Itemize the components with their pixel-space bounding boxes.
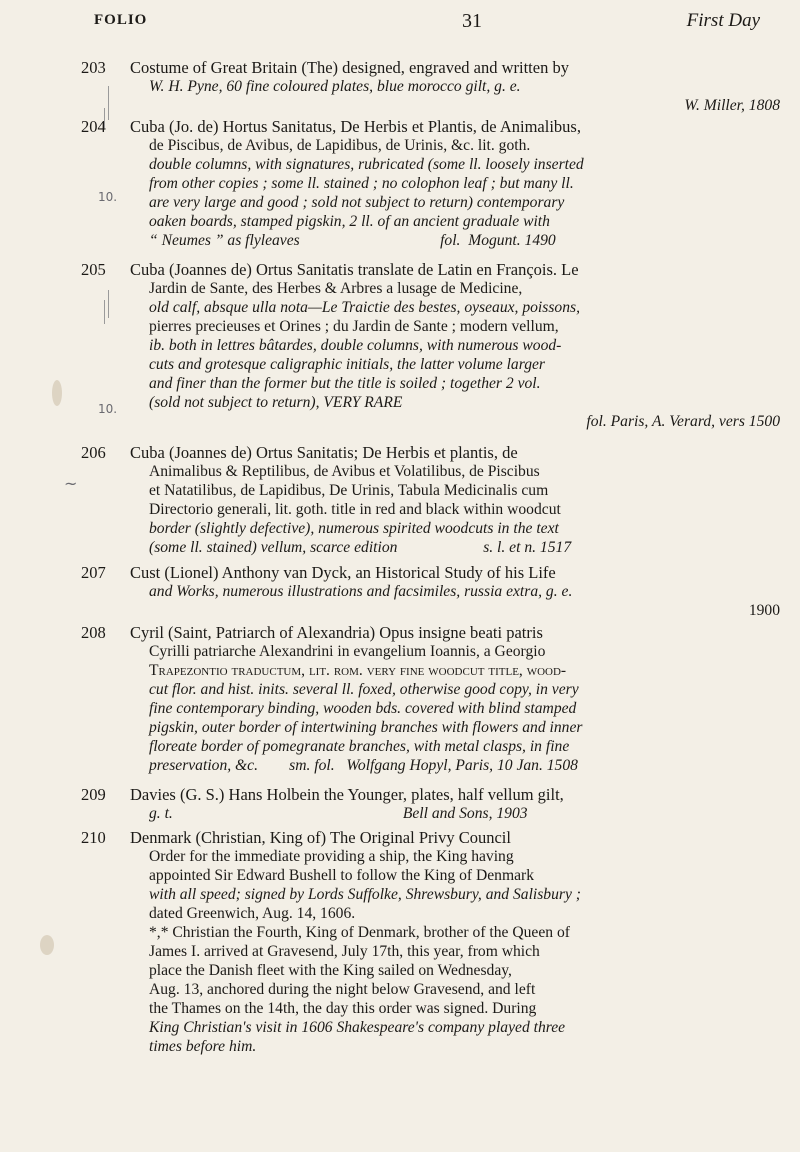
lot-line: border (slightly defective), numerous spirited woodcuts in the text bbox=[149, 520, 559, 537]
lot-203 bbox=[81, 58, 780, 115]
lot-207 bbox=[81, 563, 780, 620]
lot-line: and finer than the former but the title is soiled ; together 2 vol. bbox=[149, 375, 541, 392]
lot-note: Aug. 13, anchored during the night below Gravesend, and left bbox=[149, 981, 536, 998]
lot-line: cuts and grotesque caligraphic initials, the latter volume larger bbox=[149, 356, 546, 373]
lot-line: Cust (Lionel) Anthony van Dyck, an Historical Study of his Life bbox=[130, 563, 556, 582]
lot-note: James I. arrived at Gravesend, July 17th, this year, from which bbox=[149, 943, 540, 960]
lot-line: Costume of Great Britain (The) designed, engraved and written by bbox=[130, 58, 569, 77]
margin-price-mark: 10. bbox=[98, 402, 118, 416]
lot-number: 204 bbox=[81, 117, 106, 136]
lot-line: Cyril (Saint, Patriarch of Alexandria) Opus insigne beati patris bbox=[130, 623, 543, 642]
lot-209 bbox=[81, 785, 780, 823]
lot-line: Cyrilli patriarche Alexandrini in evangelium Ioannis, a Georgio bbox=[149, 643, 546, 660]
lot-line: Cuba (Joannes de) Ortus Sanitatis translate de Latin en François. Le bbox=[130, 260, 579, 279]
lot-imprint: 1900 bbox=[748, 602, 780, 619]
section-title: First Day bbox=[686, 10, 760, 31]
margin-bracket bbox=[104, 300, 105, 324]
lot-208 bbox=[81, 623, 780, 775]
lot-line: pierres precieuses et Orines ; du Jardin de Sante ; modern vellum, bbox=[149, 318, 559, 335]
lot-note: place the Danish fleet with the King sailed on Wednesday, bbox=[149, 962, 512, 979]
lot-line: de Piscibus, de Avibus, de Lapidibus, de Urinis, &c. lit. goth. bbox=[149, 137, 531, 154]
lot-number: 205 bbox=[81, 260, 106, 279]
lot-note: *,* Christian the Fourth, King of Denmark, brother of the Queen of bbox=[149, 924, 570, 941]
lot-line: Cuba (Jo. de) Hortus Sanitatus, De Herbis et Plantis, de Animalibus, bbox=[130, 117, 581, 136]
lot-line: and Works, numerous illustrations and facsimiles, russia extra, g. e. bbox=[149, 583, 573, 600]
lot-line: pigskin, outer border of intertwining branches with flowers and inner bbox=[149, 719, 583, 736]
page-stain bbox=[40, 935, 54, 955]
lot-line: dated Greenwich, Aug. 14, 1606. bbox=[149, 905, 356, 922]
lot-number: 206 bbox=[81, 443, 106, 462]
folio-label: FOLIO bbox=[94, 12, 148, 28]
lot-line: Cuba (Joannes de) Ortus Sanitatis; De Herbis et plantis, de bbox=[130, 443, 518, 462]
lot-line: (sold not subject to return), VERY RARE bbox=[149, 394, 403, 411]
lot-imprint: W. Miller, 1808 bbox=[684, 97, 780, 114]
lot-210 bbox=[81, 828, 780, 1056]
lot-line: double columns, with signatures, rubricated (some ll. loosely inserted bbox=[149, 156, 584, 173]
margin-price-mark: 10. bbox=[98, 190, 118, 204]
lot-line: preservation, &c. sm. fol. Wolfgang Hopyl, Paris, 10 Jan. 1508 bbox=[149, 757, 578, 774]
lot-line: Denmark (Christian, King of) The Original Privy Council bbox=[130, 828, 511, 847]
lot-note: King Christian's visit in 1606 Shakespeare's company played three bbox=[149, 1019, 566, 1036]
lot-line: old calf, absque ulla nota—Le Traictie des bestes, oyseaux, poissons, bbox=[149, 299, 580, 316]
lot-line: from other copies ; some ll. stained ; no colophon leaf ; but many ll. bbox=[149, 175, 574, 192]
lot-number: 209 bbox=[81, 785, 106, 804]
lot-line: (some ll. stained) vellum, scarce edition s. l. et n. 1517 bbox=[149, 539, 572, 556]
lot-line: Davies (G. S.) Hans Holbein the Younger, plates, half vellum gilt, bbox=[130, 785, 564, 804]
lot-line: oaken boards, stamped pigskin, 2 ll. of an ancient graduale with bbox=[149, 213, 550, 230]
lot-line: g. t. Bell and Sons, 1903 bbox=[149, 805, 528, 822]
lot-note: the Thames on the 14th, the day this order was signed. During bbox=[149, 1000, 537, 1017]
lot-number: 210 bbox=[81, 828, 106, 847]
lot-line: W. H. Pyne, 60 fine coloured plates, blue morocco gilt, g. e. bbox=[149, 78, 521, 95]
margin-bracket bbox=[108, 86, 109, 120]
lot-imprint: fol. Paris, A. Verard, vers 1500 bbox=[586, 413, 780, 430]
margin-bracket bbox=[108, 290, 109, 318]
lot-line: Trapezontio traductum, lit. rom. very fine woodcut title, wood- bbox=[149, 662, 567, 679]
page-number: 31 bbox=[462, 10, 482, 32]
lot-number: 207 bbox=[81, 563, 106, 582]
lot-line: floreate border of pomegranate branches, with metal clasps, in fine bbox=[149, 738, 570, 755]
lot-line: Jardin de Sante, des Herbes & Arbres a lusage de Medicine, bbox=[149, 280, 523, 297]
lot-number: 203 bbox=[81, 58, 106, 77]
lot-line: “ Neumes ” as flyleaves fol. Mogunt. 1490 bbox=[149, 232, 556, 249]
lot-206 bbox=[81, 443, 780, 557]
lot-line: et Natatilibus, de Lapidibus, De Urinis, Tabula Medicinalis cum bbox=[149, 482, 549, 499]
margin-dash-mark: ~ bbox=[64, 474, 78, 493]
lot-line: with all speed; signed by Lords Suffolke, Shrewsbury, and Salisbury ; bbox=[149, 886, 581, 903]
lot-line: appointed Sir Edward Bushell to follow the King of Denmark bbox=[149, 867, 535, 884]
lot-line: Order for the immediate providing a ship, the King having bbox=[149, 848, 514, 865]
lot-line: are very large and good ; sold not subject to return) contemporary bbox=[149, 194, 565, 211]
page-header bbox=[94, 12, 770, 38]
lot-line: ib. both in lettres bâtardes, double columns, with numerous wood- bbox=[149, 337, 562, 354]
lot-line: fine contemporary binding, wooden bds. covered with blind stamped bbox=[149, 700, 577, 717]
page-stain bbox=[52, 380, 62, 406]
lot-line: Directorio generali, lit. goth. title in red and black within woodcut bbox=[149, 501, 561, 518]
lot-number: 208 bbox=[81, 623, 106, 642]
lot-line: cut flor. and hist. inits. several ll. foxed, otherwise good copy, in very bbox=[149, 681, 579, 698]
lot-note: times before him. bbox=[149, 1038, 257, 1055]
lot-line: Animalibus & Reptilibus, de Avibus et Volatilibus, de Piscibus bbox=[149, 463, 540, 480]
